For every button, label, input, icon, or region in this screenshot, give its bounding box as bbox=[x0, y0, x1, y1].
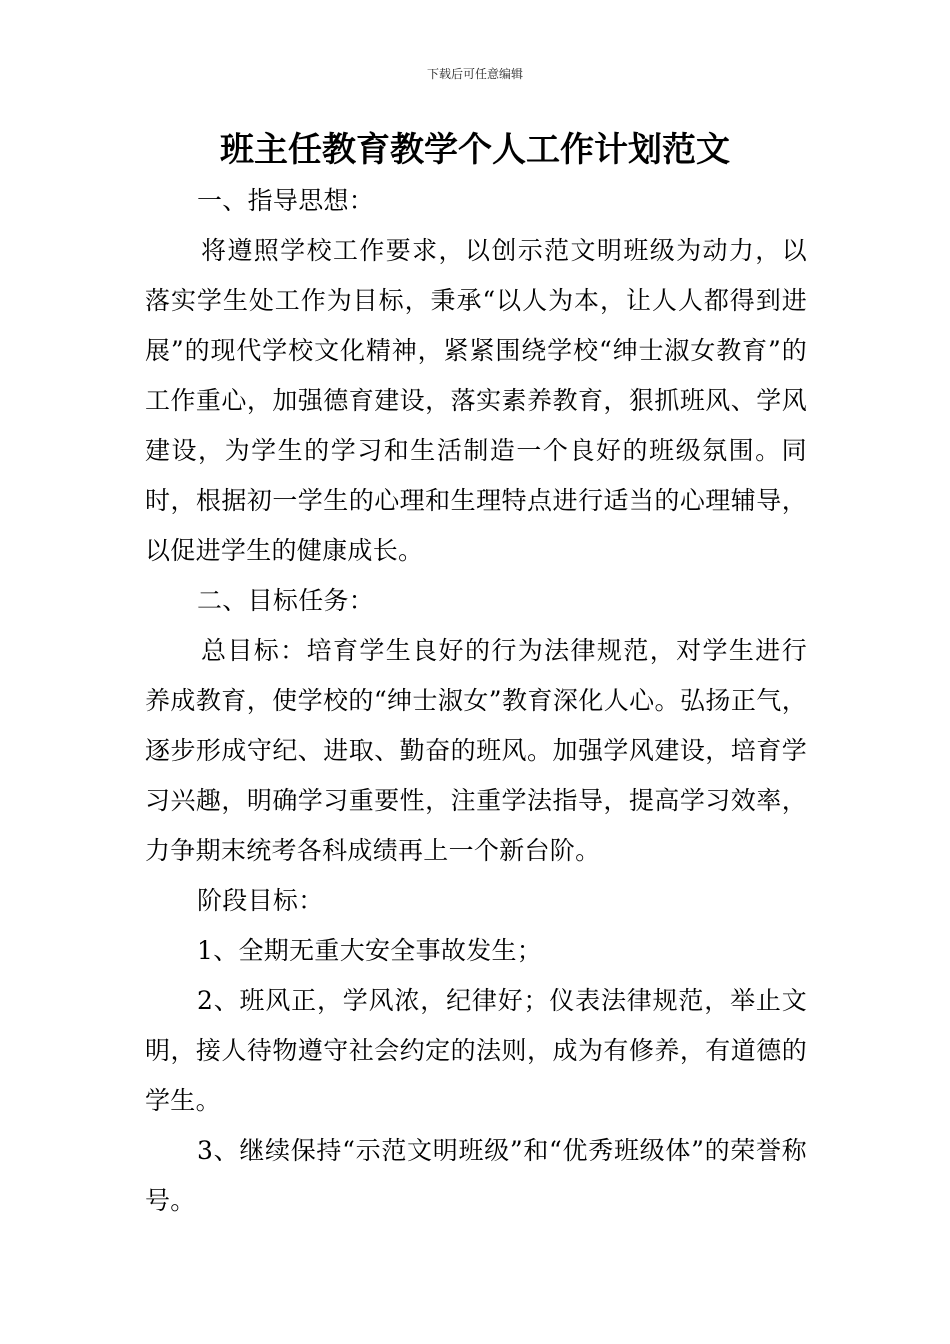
section-heading-guiding-ideology: 一、指导思想： bbox=[197, 186, 375, 215]
list-item-stage-goal-3: 3、继续保持“示范文明班级”和“优秀班级体”的荣誉称号。 bbox=[145, 1136, 807, 1215]
document-title: 班主任教育教学个人工作计划范文 bbox=[220, 130, 730, 170]
paragraph-guiding-ideology: 将遵照学校工作要求，以创示范文明班级为动力，以落实学生处工作为目标，秉承“以人为本，让人人都得到进展”的现代学校文化精神，紧紧围绕学校“绅士淑女教育”的工作重心，加强德育建设，落实素养教育，狠抓班风、学风建设，为学生的学习和生活制造一个良好的班级氛围。同时，根据初一学生的心理和生理特点进行适当的心理辅导，以促进学生的健康成长。 bbox=[145, 236, 807, 565]
list-item-stage-goal-1: 1、全期无重大安全事故发生； bbox=[197, 936, 543, 965]
paragraph-overall-goal: 总目标：培育学生良好的行为法律规范，对学生进行养成教育，使学校的“绅士淑女”教育深化人心。弘扬正气，逐步形成守纪、进取、勤奋的班风。加强学风建设，培育学习兴趣，明确学习重要性，注重学法指导，提高学习效率，力争期末统考各科成绩再上一个新台阶。 bbox=[145, 636, 807, 865]
subheading-stage-goals: 阶段目标： bbox=[197, 886, 324, 915]
list-item-stage-goal-2: 2、班风正，学风浓，纪律好；仪表法律规范，举止文明，接人待物遵守社会约定的法则，成为有修养，有道德的学生。 bbox=[145, 986, 807, 1115]
section-heading-goals: 二、目标任务： bbox=[197, 586, 375, 615]
document-body bbox=[145, 176, 807, 1226]
header-note: 下载后可任意编辑 bbox=[426, 67, 523, 81]
